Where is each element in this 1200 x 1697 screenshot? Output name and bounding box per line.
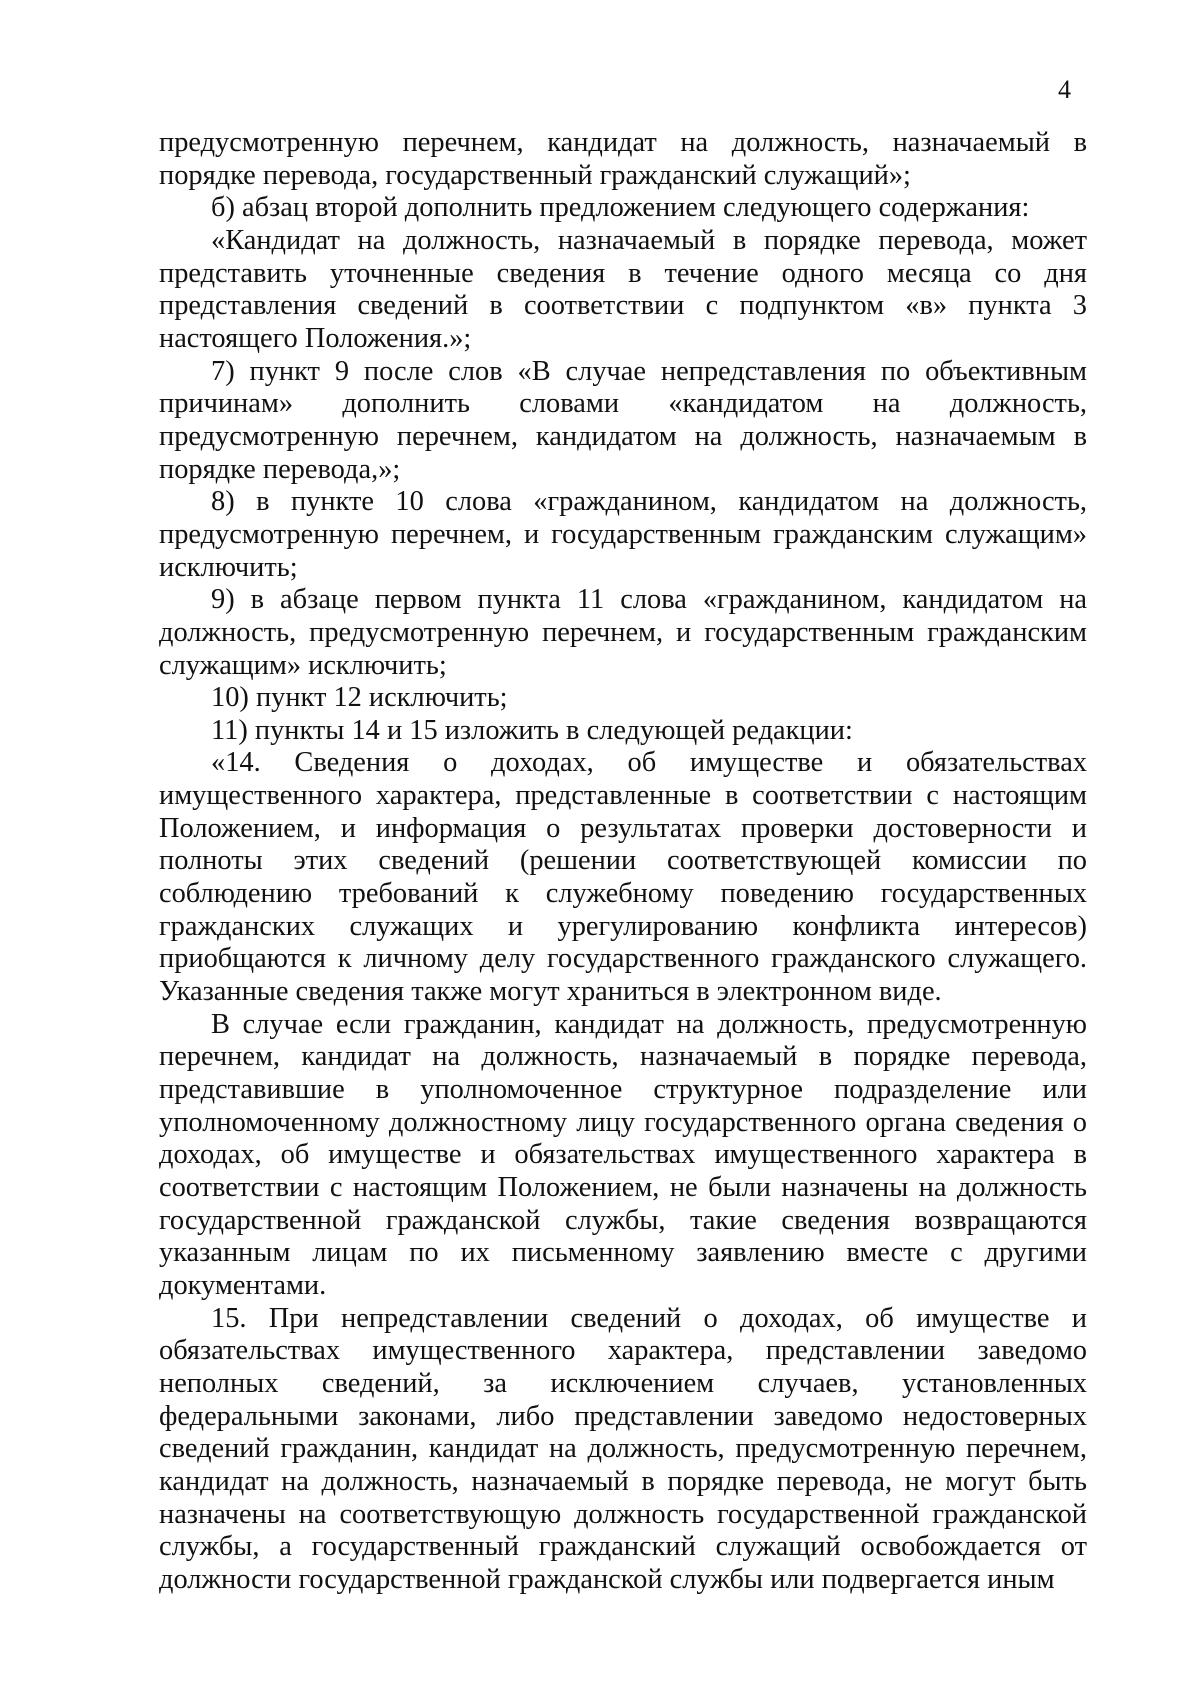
paragraph-clause-14-second: В случае если гражданин, кандидат на должность, предусмотренную перечнем, кандидат на должность, назначаемый в порядке перевода, представившие в уполномоченное структурное подразделение или уполномоченному должностному лицу государственного органа сведения о доходах, об имуществе и обязательствах имущественного характера в соответствии с настоящим Положением, не были назначены на должность государственной гражданской службы, такие сведения возвращаются указанным лицам по их письменному заявлению вместе с другими документами. — [159, 1008, 1087, 1301]
paragraph-continuation: предусмотренную перечнем, кандидат на должность, назначаемый в порядке перевода, государственный гражданский служащий»; — [159, 127, 1087, 191]
paragraph-item-8: 8) в пункте 10 слова «гражданином, кандидатом на должность, предусмотренную перечнем, и государственным гражданским служащим» исключить; — [159, 486, 1087, 583]
paragraph-clause-14: «14. Сведения о доходах, об имуществе и обязательствах имущественного характера, представленные в соответствии с настоящим Положением, и информация о результатах проверки достоверности и полноты этих сведений (решении соответствующей комиссии по соблюдению требований к служебному поведению государственных гражданских служащих и урегулированию конфликта интересов) приобщаются к личному делу государственного гражданского служащего. Указанные сведения также могут храниться в электронном виде. — [159, 747, 1087, 1008]
document-body — [159, 127, 1087, 1597]
paragraph-item-9: 9) в абзаце первом пункта 11 слова «гражданином, кандидатом на должность, предусмотренную перечнем, и государственным гражданским служащим» исключить; — [159, 584, 1087, 681]
paragraph-item-11: 11) пункты 14 и 15 изложить в следующей редакции: — [211, 714, 853, 746]
paragraph-item-7: 7) пункт 9 после слов «В случае непредставления по объективным причинам» дополнить словами «кандидатом на должность, предусмотренную перечнем, кандидатом на должность, назначаемым в порядке перевода,»; — [159, 355, 1087, 485]
page-number: 4 — [1058, 75, 1071, 104]
paragraph-item-b: б) абзац второй дополнить предложением следующего содержания: — [211, 192, 1030, 224]
paragraph-clause-15: 15. При непредставлении сведений о доходах, об имуществе и обязательствах имущественного характера, представлении заведомо неполных сведений, за исключением случаев, установленных федеральными законами, либо представлении заведомо недостоверных сведений гражданин, кандидат на должность, предусмотренную перечнем, кандидат на должность, назначаемый в порядке перевода, не могут быть назначены на соответствующую должность государственной гражданской службы, а государственный гражданский служащий освобождается от должности государственной гражданской службы или подвергается иным — [159, 1302, 1087, 1595]
paragraph-quote-candidate: «Кандидат на должность, назначаемый в порядке перевода, может представить уточненные сведения в течение одного месяца со дня представления сведений в соответствии с подпунктом «в» пункта 3 настоящего Положения.»; — [159, 224, 1087, 354]
paragraph-item-10: 10) пункт 12 исключить; — [211, 682, 508, 714]
